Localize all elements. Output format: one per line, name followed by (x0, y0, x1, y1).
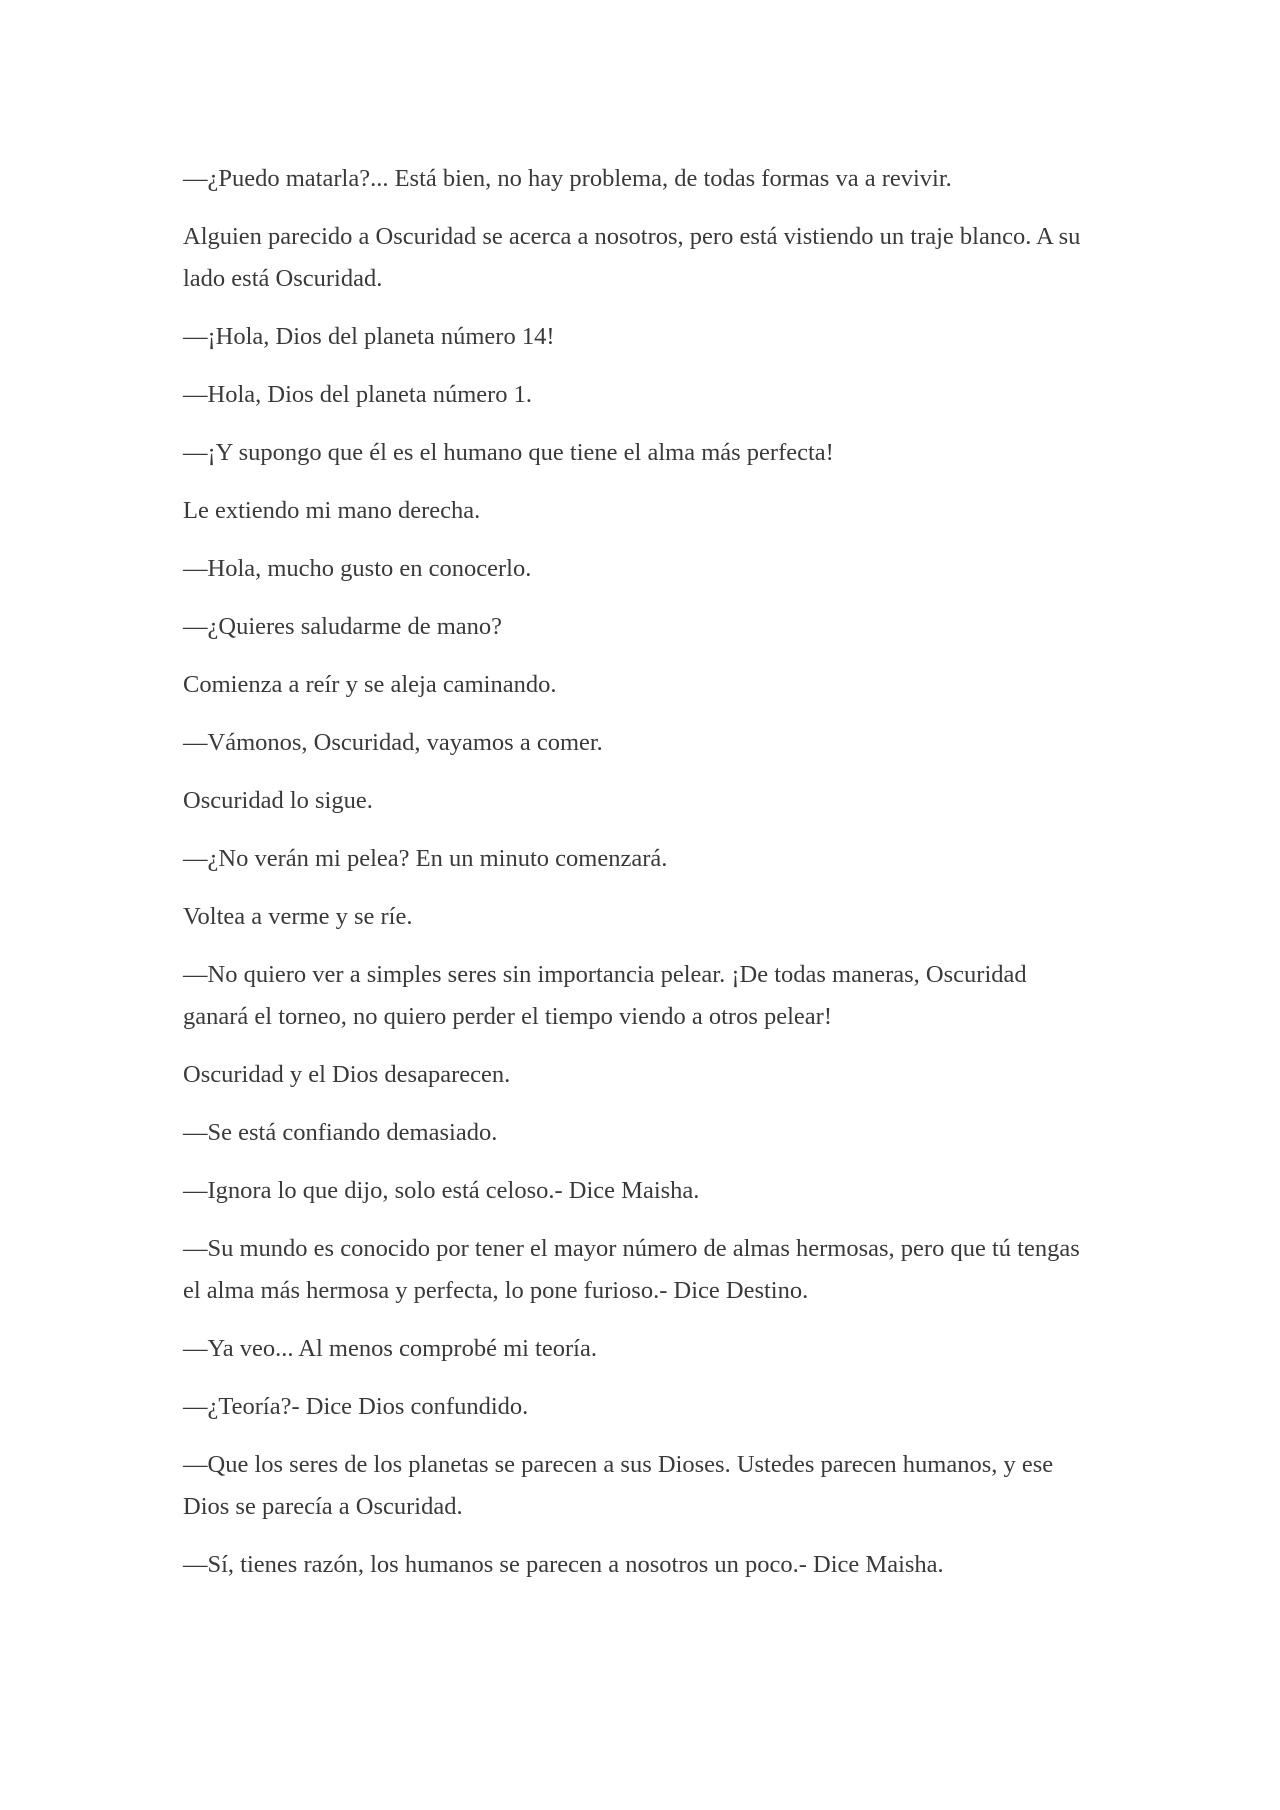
paragraph: —Vámonos, Oscuridad, vayamos a comer. (183, 729, 603, 756)
paragraph: —Hola, mucho gusto en conocerlo. (183, 555, 532, 582)
paragraph: —¿No verán mi pelea? En un minuto comenzará. (183, 845, 668, 872)
paragraph: —¿Teoría?- Dice Dios confundido. (183, 1393, 529, 1420)
paragraph: Oscuridad lo sigue. (183, 787, 373, 814)
paragraph: —¿Puedo matarla?... Está bien, no hay problema, de todas formas va a revivir. (183, 165, 952, 192)
paragraph: —¡Y supongo que él es el humano que tiene el alma más perfecta! (183, 439, 834, 466)
paragraph: —Se está confiando demasiado. (183, 1119, 498, 1146)
paragraph: —Ignora lo que dijo, solo está celoso.- Dice Maisha. (183, 1177, 700, 1204)
paragraph: —¿Quieres saludarme de mano? (183, 613, 503, 640)
paragraph: —Que los seres de los planetas se parecen a sus Dioses. Ustedes parecen humanos, y ese Dios se parecía a Oscuridad. (183, 1451, 1054, 1520)
paragraph: —Su mundo es conocido por tener el mayor número de almas hermosas, pero que tú tengas el alma más hermosa y perfecta, lo pone furioso.- Dice Destino. (183, 1235, 1080, 1304)
paragraph: —Hola, Dios del planeta número 1. (183, 381, 533, 408)
paragraph: —¡Hola, Dios del planeta número 14! (183, 323, 555, 350)
paragraph: Le extiendo mi mano derecha. (183, 497, 481, 524)
paragraph: Voltea a verme y se ríe. (183, 903, 413, 930)
paragraph: Oscuridad y el Dios desaparecen. (183, 1061, 511, 1088)
body-text (183, 158, 1093, 1602)
paragraph: Alguien parecido a Oscuridad se acerca a nosotros, pero está vistiendo un traje blanco. A su lado está Oscuridad. (183, 223, 1081, 292)
paragraph: Comienza a reír y se aleja caminando. (183, 671, 557, 698)
paragraph: —No quiero ver a simples seres sin importancia pelear. ¡De todas maneras, Oscuridad ganará el torneo, no quiero perder el tiempo viendo a otros pelear! (183, 961, 1027, 1030)
paragraph: —Ya veo... Al menos comprobé mi teoría. (183, 1335, 597, 1362)
paragraph: —Sí, tienes razón, los humanos se parecen a nosotros un poco.- Dice Maisha. (183, 1551, 944, 1578)
